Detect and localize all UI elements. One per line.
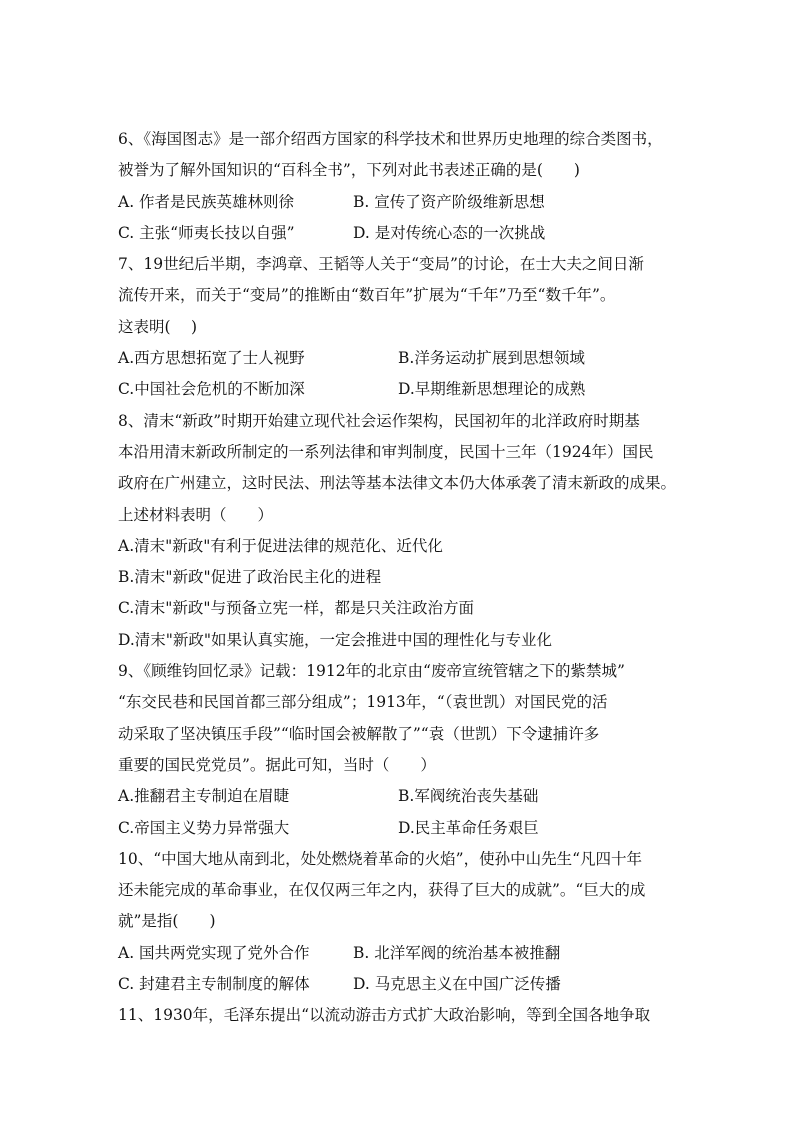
option-b: B. 北洋军阀的统治基本被推翻: [353, 943, 561, 962]
option-row: [118, 218, 678, 249]
option-d: D. 是对传统心态的一次挑战: [353, 223, 546, 242]
question-11: [118, 1000, 678, 1031]
option-b: B. 宣传了资产阶级维新思想: [353, 192, 545, 211]
option-row: [118, 969, 678, 1000]
question-text-line: 上述材料表明（ ）: [118, 505, 274, 524]
option-d: D.民主革命任务艰巨: [398, 818, 539, 837]
option-b: B.清末"新政"促进了政治民主化的进程: [118, 568, 382, 587]
option-a: A. 作者是民族英雄林则徐: [118, 192, 295, 211]
option-c: C. 主张“师夷长技以自强”: [118, 223, 295, 242]
option-a: A.推翻君主专制迫在眉睫: [118, 787, 290, 806]
option-row: [118, 343, 678, 374]
question-6: [118, 124, 678, 249]
option-a: A. 国共两党实现了党外合作: [118, 943, 310, 962]
option-c: C.帝国主义势力异常强大: [118, 818, 290, 837]
option-b: B.军阀统治丧失基础: [398, 787, 539, 806]
question-text-line: 政府在广州建立，这时民法、刑法等基本法律文本仍大体承袭了清末新政的成果。: [118, 474, 677, 493]
option-row: [118, 938, 678, 969]
option-d: D.清末"新政"如果认真实施，一定会推进中国的理性化与专业化: [118, 630, 553, 649]
question-text-line: 8、清末“新政”时期开始建立现代社会运作架构，民国初年的北洋政府时期基: [118, 411, 640, 430]
question-text-line: 就”是指( ): [118, 912, 216, 931]
question-text-line: 还未能完成的革命事业，在仅仅两三年之内，获得了巨大的成就”。“巨大的成: [118, 881, 646, 900]
option-a: A.西方思想拓宽了士人视野: [118, 349, 305, 368]
question-text-line: 本沿用清末新政所制定的一系列法律和审判制度，民国十三年（1924年）国民: [118, 442, 654, 461]
question-9: [118, 656, 678, 844]
question-text-line: 重要的国民党党员”。据此可知，当时（ ）: [118, 755, 436, 774]
question-text-line: 9、《顾维钧回忆录》记载：1912年的北京由“废帝宣统管辖之下的紫禁城”: [118, 662, 625, 681]
option-c: C.中国社会危机的不断加深: [118, 380, 305, 399]
option-c: C. 封建君主专制制度的解体: [118, 975, 310, 994]
option-c: C.清末"新政"与预备立宪一样，都是只关注政治方面: [118, 599, 474, 618]
question-text-line: 11、1930年，毛泽东提出“以流动游击方式扩大政治影响，等到全国各地争取: [118, 1006, 651, 1025]
question-text-line: “东交民巷和民国首都三部分组成”；1913年，“（袁世凯）对国民党的活: [118, 693, 608, 712]
question-text-line: 10、“中国大地从南到北，处处燃烧着革命的火焰”，使孙中山先生“凡四十年: [118, 849, 642, 868]
question-8: [118, 406, 678, 656]
exam-page: [118, 124, 678, 1032]
question-text-line: 流传开来，而关于“变局”的推断由“数百年”扩展为“千年”乃至“数千年”。: [118, 286, 616, 305]
question-text-line: 这表明( ): [118, 317, 198, 336]
question-text-line: 7、19世纪后半期，李鸿章、王韬等人关于“变局”的讨论，在士大夫之间日渐: [118, 255, 644, 274]
question-text-line: 动采取了坚决镇压手段”“临时国会被解散了”“袁（世凯）下令逮捕许多: [118, 724, 600, 743]
option-row: [118, 374, 678, 405]
option-b: B.洋务运动扩展到思想领域: [398, 349, 585, 368]
option-row: [118, 187, 678, 218]
option-d: D.早期维新思想理论的成熟: [398, 380, 586, 399]
option-d: D. 马克思主义在中国广泛传播: [353, 975, 561, 994]
question-10: [118, 844, 678, 1000]
option-row: [118, 781, 678, 812]
question-text-line: 6、《海国图志》是一部介绍西方国家的科学技术和世界历史地理的综合类图书，: [118, 130, 663, 148]
option-a: A.清末"新政"有利于促进法律的规范化、近代化: [118, 536, 443, 555]
option-row: [118, 813, 678, 844]
question-7: [118, 249, 678, 405]
question-text-line: 被誉为了解外国知识的“百科全书”，下列对此书表述正确的是( ): [118, 161, 580, 180]
